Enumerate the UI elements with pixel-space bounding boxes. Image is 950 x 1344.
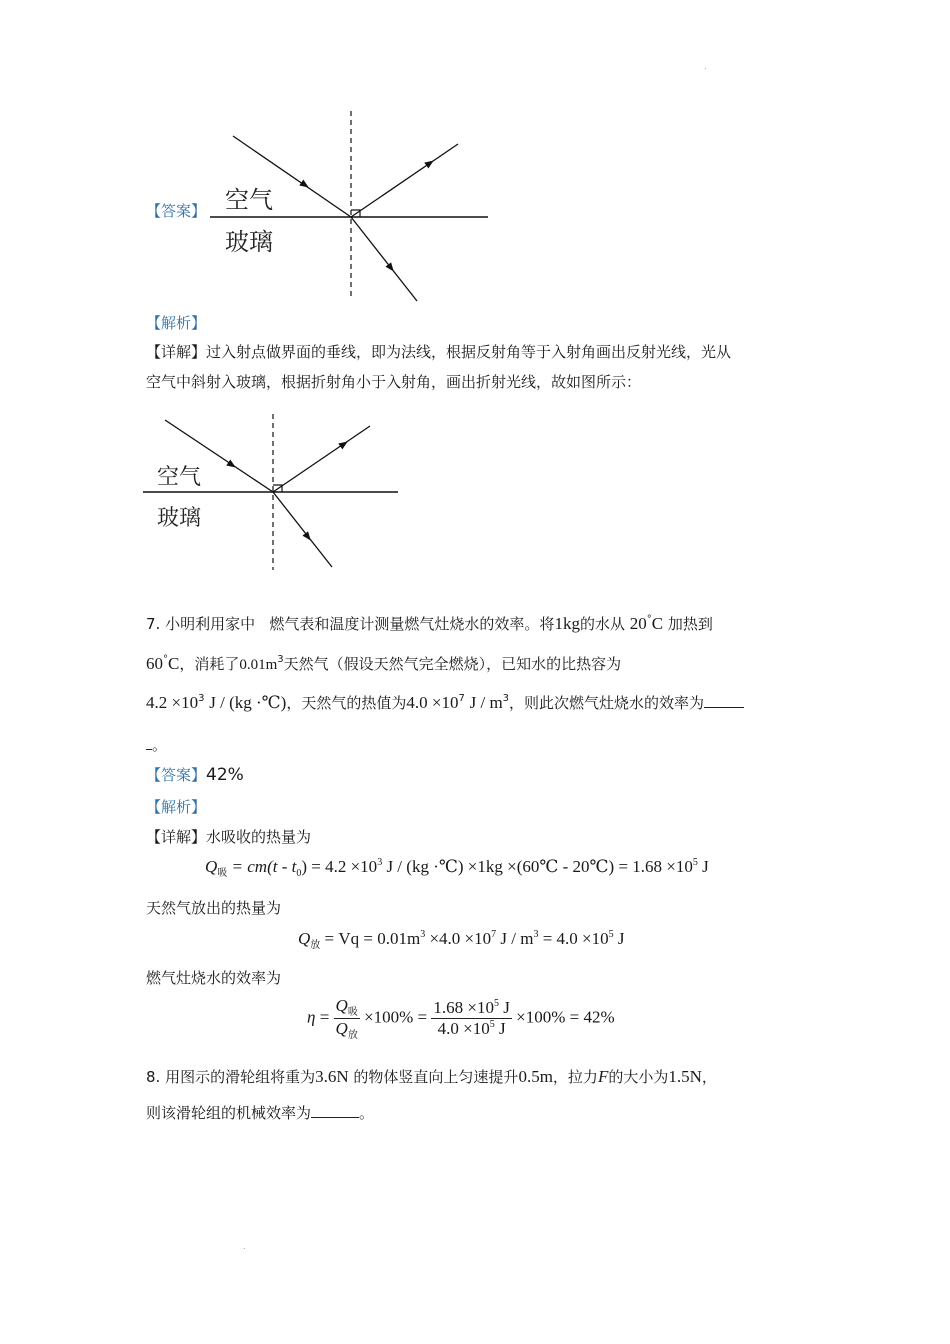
f3-den1: Q: [335, 1019, 348, 1038]
q7-volume: 0.01m: [239, 657, 278, 673]
reflected-ray-2: [273, 426, 370, 492]
f2-body-c: J / m: [496, 929, 534, 948]
f2-body-a: = Vq = 0.01m: [320, 929, 421, 948]
f2-lhs-sub: 放: [310, 940, 321, 951]
page-mark-top: .: [704, 62, 707, 71]
air-label: 空气: [225, 186, 273, 214]
q6-solution-diagram: [140, 412, 405, 574]
air-label-2: 空气: [157, 465, 202, 490]
q6-detail-text-1: 过入射点做界面的垂线，即为法线，根据反射角等于入射角画出反射光线，光从: [206, 343, 732, 361]
q7-q-value: 4.0 ×10: [406, 693, 459, 712]
q7-line4: [146, 735, 167, 755]
f2-exp3: 3: [420, 929, 426, 940]
q8-height: 0.5m: [518, 1067, 553, 1086]
q7-unit-c1: C: [651, 614, 664, 633]
f3-eta: η: [307, 1007, 316, 1027]
f2-body-b: ×4.0 ×10: [425, 929, 492, 948]
q7-answer-line: [146, 765, 244, 785]
q6-analysis-tag: 【解析】: [146, 314, 207, 332]
q8-line1: [146, 1067, 717, 1087]
f1-lhs: Q: [205, 857, 218, 876]
f3-frac-1: [334, 996, 360, 1041]
q7-answer-blank: [704, 693, 744, 708]
q7-text-1c: 的水从: [579, 615, 625, 633]
f1-t-sub: 0: [296, 868, 302, 879]
f1-body: = cm(t - t: [227, 857, 297, 876]
f3-den2: 4.0 ×10: [437, 1019, 490, 1038]
page-mark-bottom: .: [243, 1242, 246, 1251]
q7-efficiency-text: 燃气灶烧水的效率为: [146, 969, 282, 987]
q7-text-3b: ，则此次燃气灶烧水的效率为: [509, 694, 705, 712]
q7-line-end: 。: [152, 736, 168, 754]
f1-exp3: 3: [377, 857, 383, 868]
q6-answer-diagram: [205, 108, 505, 308]
q7-number: 7.: [146, 615, 161, 633]
refracted-ray-2: [273, 492, 332, 567]
q7-detail-line: [146, 827, 311, 847]
f3-num2-exp: 5: [494, 998, 499, 1009]
q8-text-1b: 的物体竖直向上匀速提升: [353, 1068, 519, 1086]
f1-rest-c: J: [697, 857, 709, 876]
q6-detail-tag: 【详解】: [146, 343, 207, 361]
q7-text-1a: 小明利用家中: [165, 615, 256, 633]
q8-force: 1.5N: [668, 1067, 702, 1086]
q7-text-1d: 加热到: [667, 615, 713, 633]
f3-num2: 1.68 ×10: [433, 998, 494, 1017]
f1-rest-a: ) = 4.2 ×10: [301, 857, 378, 876]
q7-mass: 1kg: [554, 614, 580, 633]
q7-analysis-tag: 【解析】: [146, 798, 207, 816]
f2-body-d: = 4.0 ×10: [538, 929, 609, 948]
q8-line2: [146, 1103, 374, 1123]
q7-detail-text: 水吸收的热量为: [206, 828, 312, 846]
f3-times1: ×100% =: [359, 1007, 432, 1027]
q7-text-2a: ，消耗了: [179, 655, 240, 673]
q7-answer-tag: 【答案】: [146, 766, 207, 784]
q6-answer-tag: 【答案】: [146, 202, 207, 220]
q8-text-1d: 的大小为: [608, 1068, 669, 1086]
f2-exp7: 7: [491, 929, 497, 940]
f1-exp5: 5: [692, 857, 698, 868]
q7-line3: $4.2 \times 10^3$ J / (kg ·℃)，天然气的热值为$4.0 \times 10^7$ J / $m^3$，则此次燃气灶烧水的效率为: [146, 693, 744, 713]
q7-t0: 20: [629, 614, 647, 633]
q7-c-unit: J / (kg ·℃): [209, 693, 287, 712]
q7-text-2b: 天然气（假设天然气完全燃烧），已知水的比热容为: [283, 655, 622, 673]
q7-formula-released: [298, 929, 625, 951]
q8-text-1c: ，拉力: [552, 1068, 598, 1086]
f1-lhs-sub: 吸: [217, 868, 228, 879]
q7-t1: 60: [146, 654, 163, 673]
q7-line1: 7. 小明利用家中 燃气表和温度计测量燃气灶烧水的效率。将1kg的水从 20°C 加热到: [146, 614, 713, 633]
q7-released-text: 天然气放出的热量为: [146, 899, 282, 917]
q7-q-unit: J / m: [469, 693, 503, 712]
q7-formula-efficiency: [307, 996, 615, 1041]
q7-formula-absorbed: [205, 857, 709, 879]
f3-den1-sub: 放: [347, 1030, 358, 1041]
glass-label: 玻璃: [225, 228, 273, 256]
f3-num1-sub: 吸: [347, 1007, 358, 1018]
q8-weight: 3.6N: [315, 1067, 349, 1086]
q7-unit-c2: C: [168, 654, 180, 673]
q7-detail-tag: 【详解】: [146, 828, 207, 846]
q8-text-2a: 则该滑轮组的机械效率为: [146, 1104, 312, 1122]
f2-exp5: 5: [608, 929, 614, 940]
q6-detail-line1: [146, 342, 731, 362]
refracted-ray: [351, 217, 417, 301]
q8-number: 8.: [146, 1068, 161, 1086]
f3-eq: =: [315, 1007, 334, 1027]
f2-body-e: J: [613, 929, 625, 948]
f3-frac-2: [431, 998, 511, 1039]
q8-text-1e: ，: [701, 1068, 717, 1086]
glass-label-2: 玻璃: [157, 506, 202, 531]
q7-line2: 60°C，消耗了$0.01m^3$天然气（假设天然气完全燃烧），已知水的比热容为: [146, 654, 622, 673]
f3-den2-exp: 5: [489, 1019, 495, 1030]
q7-text-3a: ，天然气的热值为: [286, 694, 407, 712]
f3-den2-unit: J: [494, 1019, 506, 1038]
f3-tail: ×100% = 42%: [511, 1007, 615, 1027]
q7-c-value: 4.2 ×10: [146, 693, 199, 712]
q7-text-1b: 燃气表和温度计测量燃气灶烧水的效率。将: [269, 615, 555, 633]
q8-force-symbol: F: [597, 1067, 609, 1086]
reflected-ray: [351, 144, 458, 217]
f3-num1: Q: [335, 996, 348, 1015]
f2-lhs: Q: [298, 929, 311, 948]
q8-text-1a: 用图示的滑轮组将重为: [165, 1068, 316, 1086]
q6-detail-line2: 空气中斜射入玻璃，根据折射角小于入射角，画出折射光线，故如图所示：: [146, 373, 642, 391]
q8-line-end: 。: [359, 1104, 375, 1122]
f2-exp3b: 3: [533, 929, 539, 940]
q7-answer: 42%: [206, 765, 244, 785]
f3-num2-unit: J: [499, 998, 510, 1017]
q8-answer-blank: [311, 1103, 359, 1118]
f1-rest-b: J / (kg ·℃) ×1kg ×(60℃ - 20℃) = 1.68 ×10: [382, 857, 693, 876]
